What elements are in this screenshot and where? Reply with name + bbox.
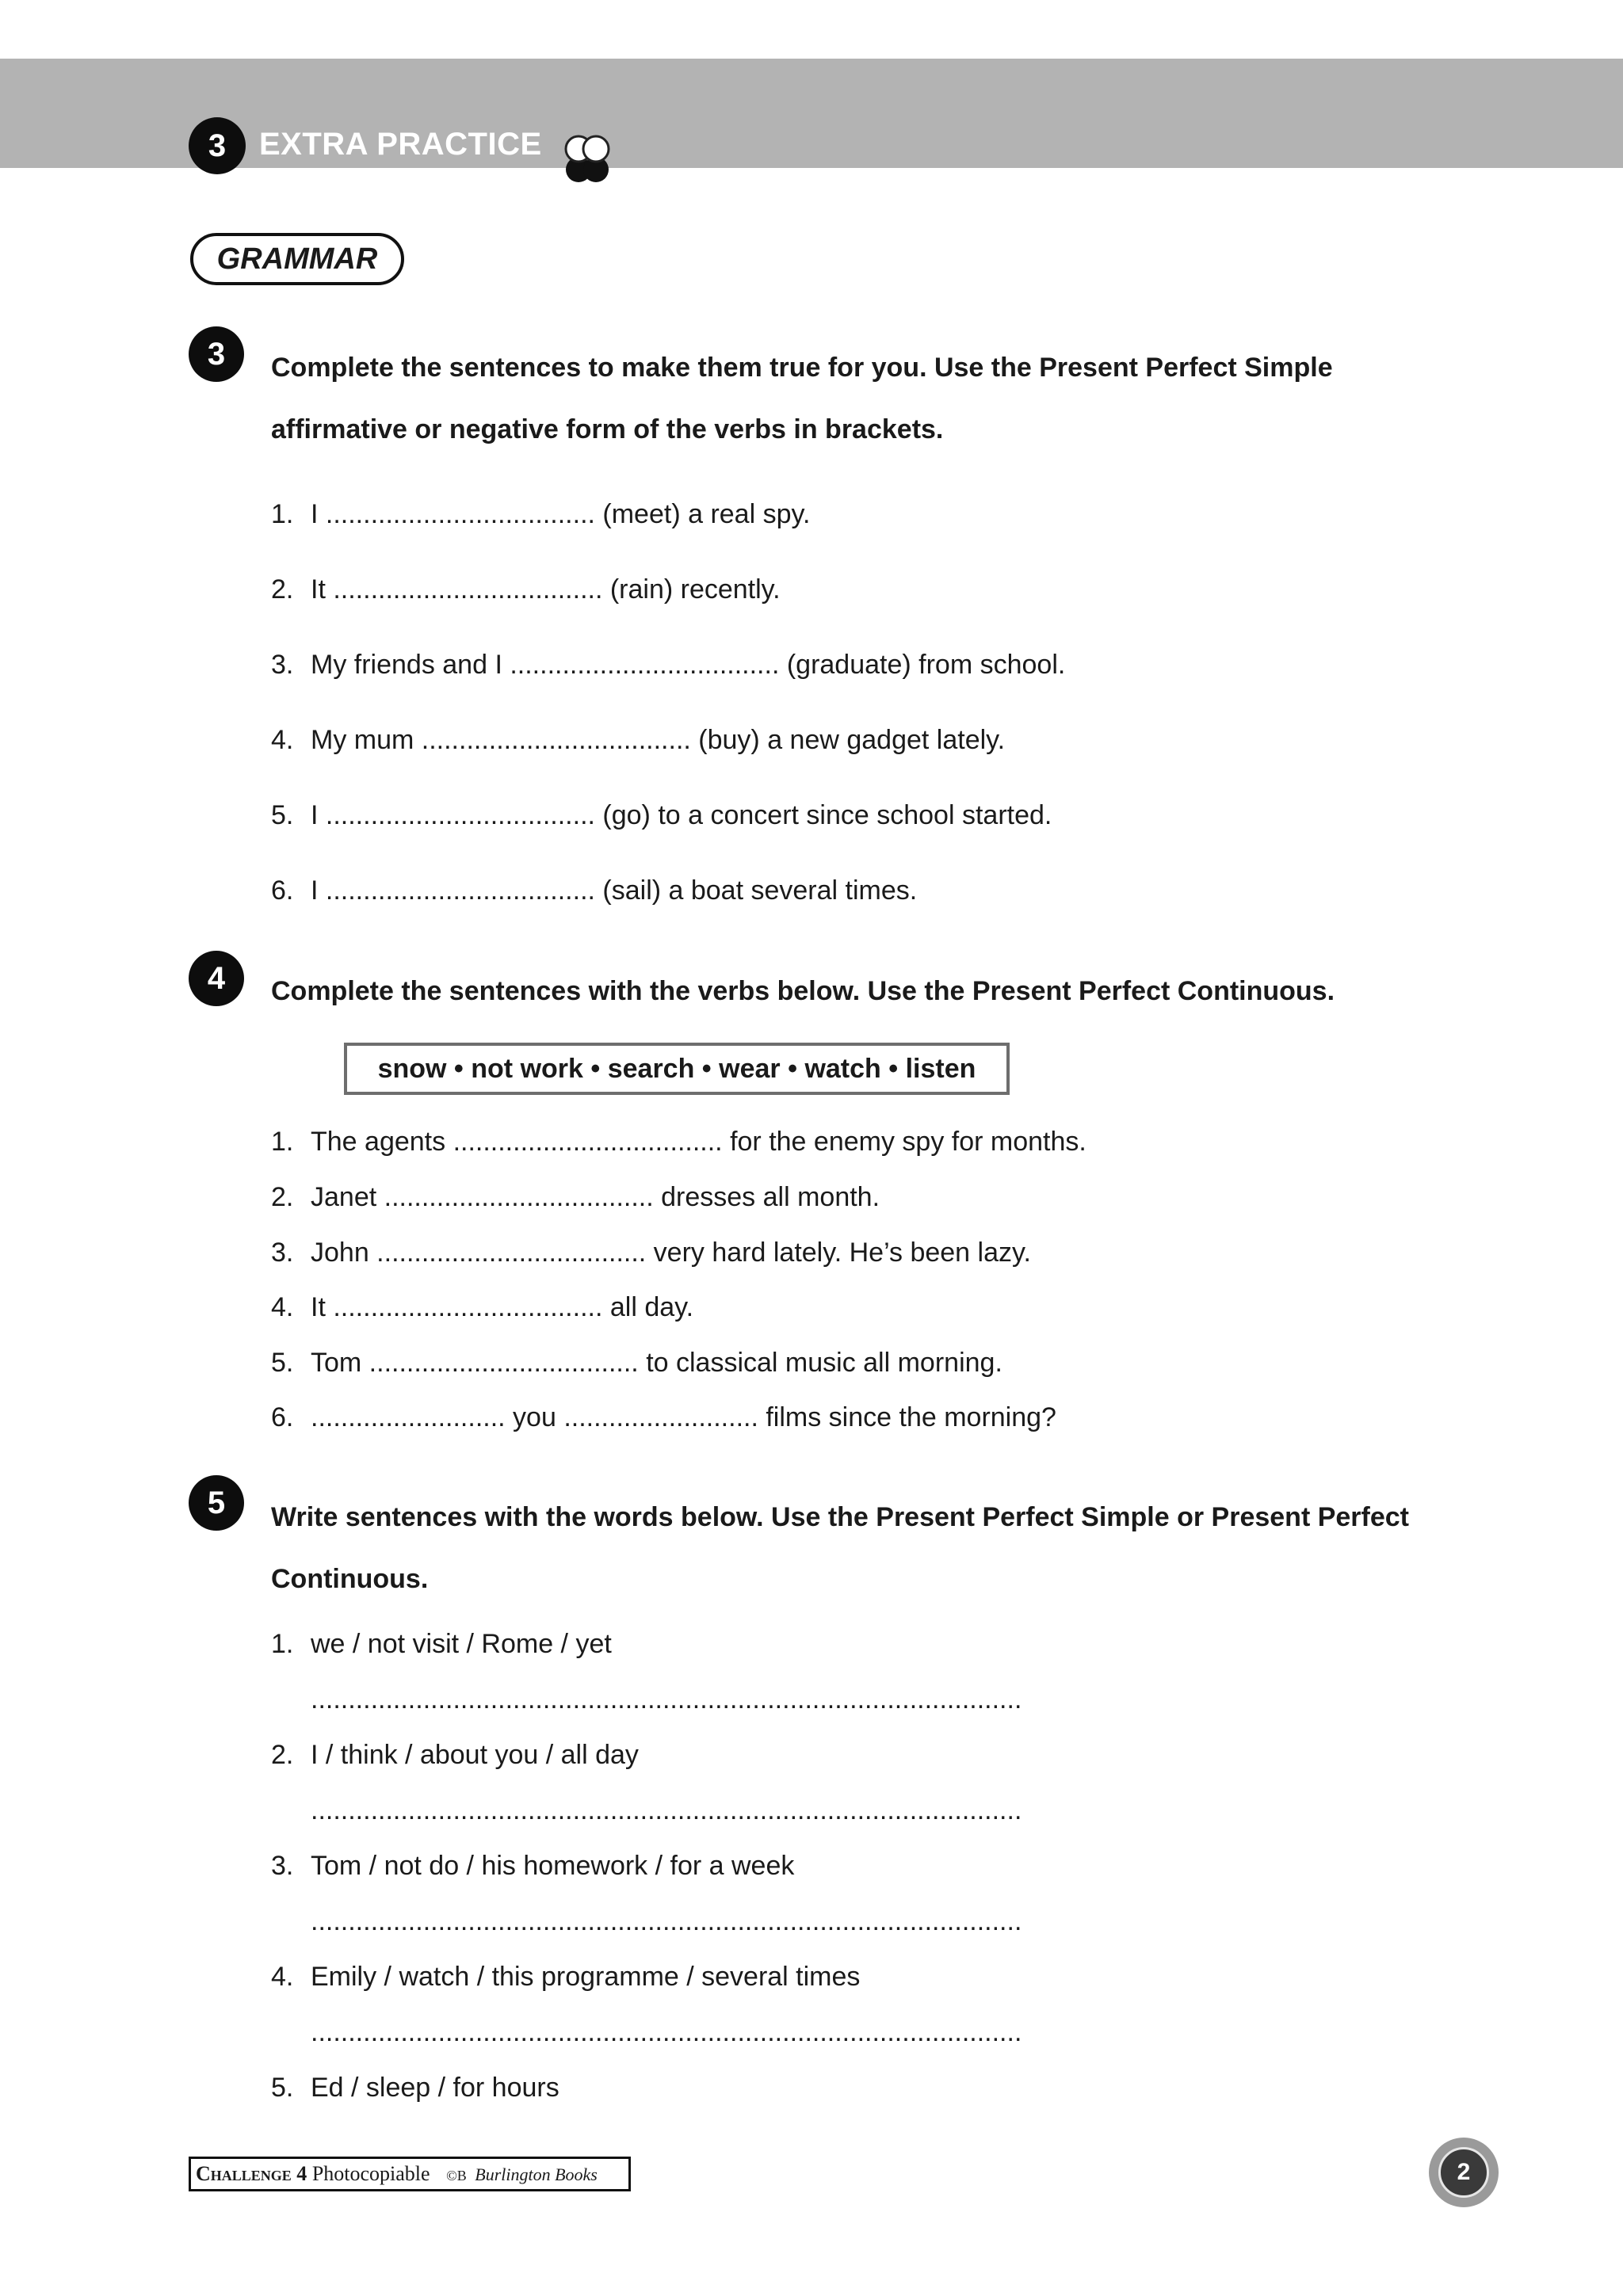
exercise-3-instruction: Complete the sentences to make them true for you. Use the Present Perfect Simple affirmative or negative form of the verbs in brackets.: [271, 353, 1333, 444]
exercise-item: 4. Emily / watch / this programme / several times: [271, 1962, 861, 1992]
answer-line: ...............................................................................................: [311, 2017, 1022, 2047]
exercise-4-instruction: Complete the sentences with the verbs below. Use the Present Perfect Continuous.: [271, 976, 1335, 1006]
exercise-item: 5. Tom .................................... to classical music all morning.: [271, 1348, 1002, 1378]
answer-line: ...............................................................................................: [311, 1906, 1022, 1936]
exercise-item: 3. My friends and I .................................... (graduate) from school.: [271, 650, 1066, 680]
answer-line: ...............................................................................................: [311, 1795, 1022, 1825]
exercise-item: 1. we / not visit / Rome / yet: [271, 1629, 612, 1659]
exercise-item: 6. I .................................... (sail) a boat several times.: [271, 875, 918, 906]
exercise-item: 4. It .................................... all day.: [271, 1292, 694, 1322]
decorative-circles-icon: [563, 130, 618, 187]
exercise-item: 5. I .................................... (go) to a concert since school started.: [271, 800, 1052, 830]
section-label-grammar: GRAMMAR: [190, 233, 404, 285]
exercise-item: 2. Janet .................................... dresses all month.: [271, 1182, 880, 1212]
exercise-item: 4. My mum .................................... (buy) a new gadget lately.: [271, 725, 1006, 755]
page-title: EXTRA PRACTICE: [259, 127, 542, 162]
exercise-item: 3. John .................................... very hard lately. He’s been lazy.: [271, 1238, 1031, 1268]
exercise-item: 6. .......................... you .......................... films since the morning?: [271, 1402, 1056, 1432]
exercise-item: 2. It .................................... (rain) recently.: [271, 574, 781, 605]
exercise-item: 3. Tom / not do / his homework / for a week: [271, 1851, 795, 1881]
page-number-badge: [1429, 2138, 1499, 2207]
exercise-item: 1. The agents .................................... for the enemy spy for months.: [271, 1127, 1086, 1157]
exercise-5-instruction: Write sentences with the words below. Use the Present Perfect Simple or Present Perfect Continuous.: [271, 1502, 1410, 1594]
word-bank: snow • not work • search • wear • watch • listen: [344, 1043, 1010, 1095]
exercise-3-badge: 3: [189, 326, 244, 382]
unit-number-badge: 3: [189, 117, 246, 174]
exercise-5-badge: 5: [189, 1475, 244, 1531]
page-number: 2: [1438, 2147, 1489, 2198]
footer-credit: [189, 2157, 631, 2191]
series-name: Challenge 4: [196, 2162, 307, 2185]
photocopiable-label: Photocopiable: [311, 2162, 430, 2185]
publisher-name: Burlington Books: [475, 2164, 598, 2184]
exercise-4-badge: 4: [189, 951, 244, 1006]
answer-line: ...............................................................................................: [311, 1684, 1022, 1714]
exercise-item: 1. I .................................... (meet) a real spy.: [271, 499, 811, 529]
exercise-item: 5. Ed / sleep / for hours: [271, 2073, 559, 2103]
publisher-logo: ©B: [446, 2168, 467, 2183]
exercise-item: 2. I / think / about you / all day: [271, 1740, 639, 1770]
